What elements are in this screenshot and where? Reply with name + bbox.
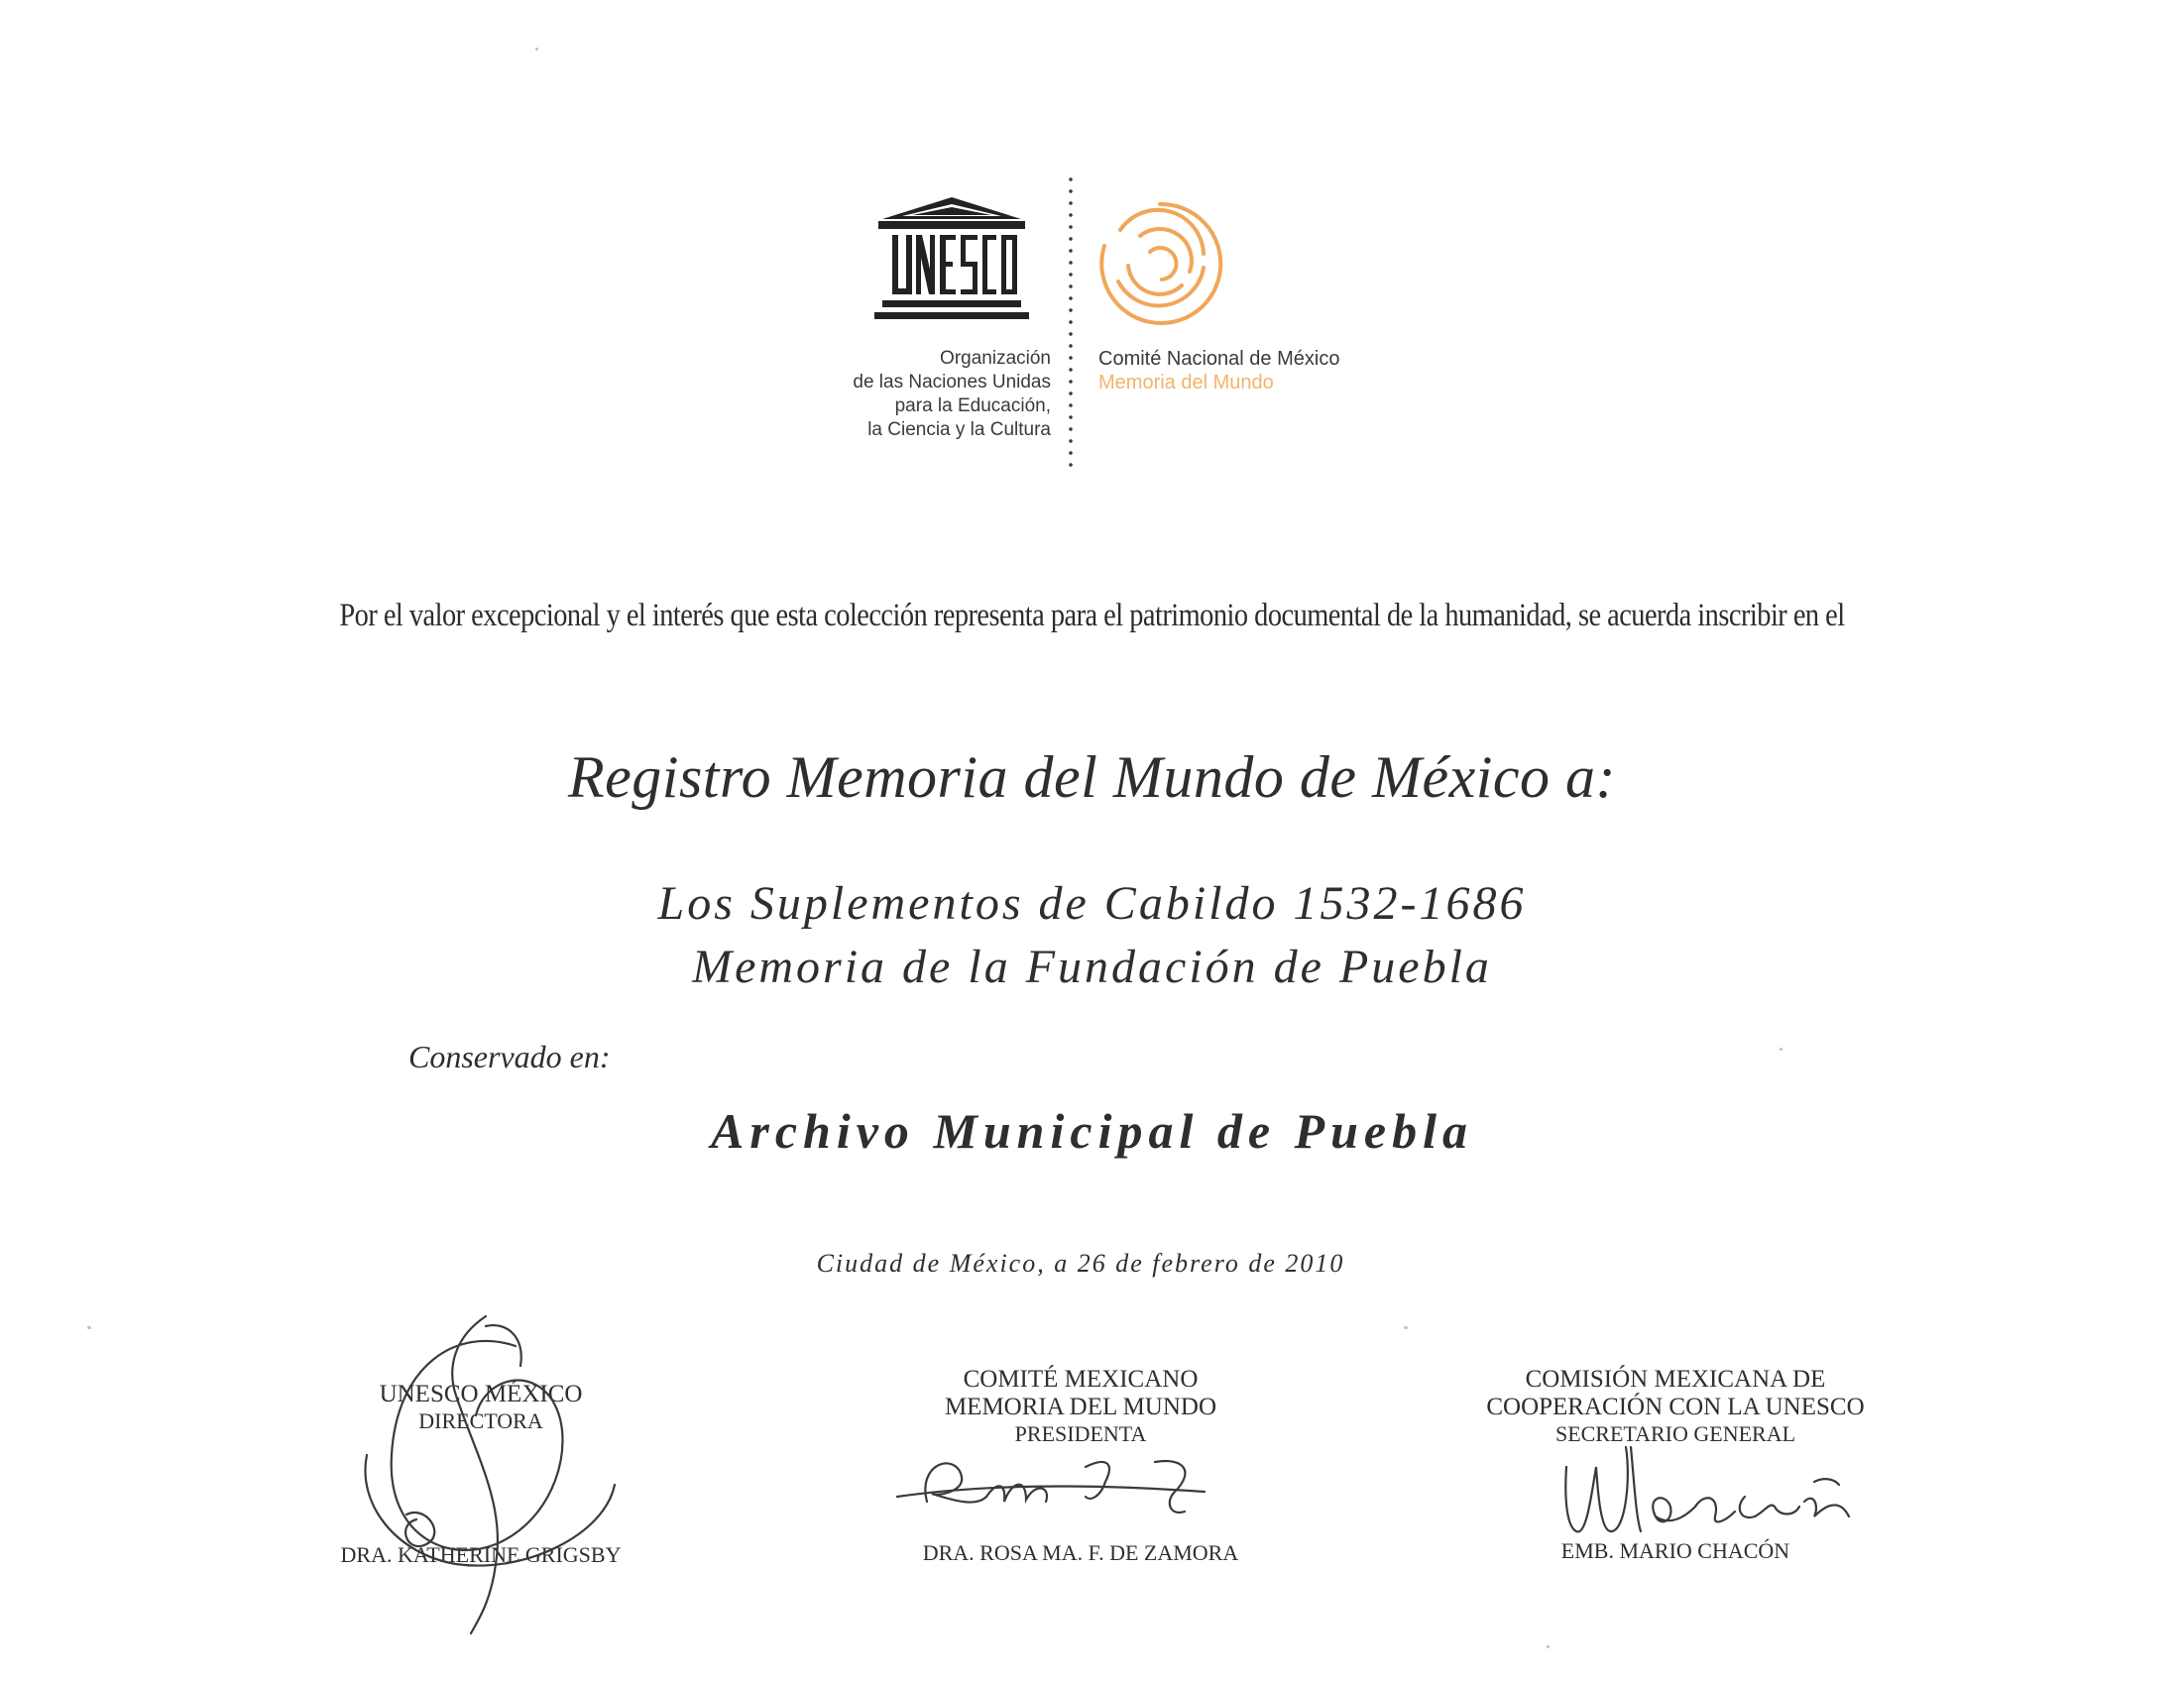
handwritten-signature-2 bbox=[887, 1442, 1224, 1531]
signature-org-line: COMISIÓN MEXICANA DE bbox=[1525, 1366, 1826, 1393]
unesco-logo bbox=[872, 193, 1031, 332]
unesco-temple-icon bbox=[872, 193, 1031, 332]
signature-org-line: COMITÉ MEXICANO bbox=[963, 1366, 1199, 1393]
date-line: Ciudad de México, a 26 de febrero de 2010 bbox=[816, 1249, 1345, 1278]
spiral-icon bbox=[1091, 196, 1229, 330]
collection-title-line: Memoria de la Fundación de Puebla bbox=[692, 941, 1492, 993]
signatory-name: DRA. ROSA MA. F. DE ZAMORA bbox=[922, 1540, 1239, 1565]
signature-org-line: UNESCO MÉXICO bbox=[379, 1381, 583, 1407]
scan-speck bbox=[87, 1326, 91, 1329]
signature-role: PRESIDENTA bbox=[1014, 1421, 1147, 1446]
handwritten-signature-1 bbox=[337, 1306, 634, 1643]
intro-paragraph: Por el valor excepcional y el interés que esta colección representa para el patrimonio documental de la humanidad, se acuerda inscribir en el bbox=[339, 598, 1845, 633]
archive-name: Archivo Municipal de Puebla bbox=[711, 1103, 1473, 1159]
conserved-label: Conservado en: bbox=[408, 1039, 611, 1074]
committee-name: Comité Nacional de México bbox=[1098, 348, 1340, 370]
unesco-caption-line: de las Naciones Unidas bbox=[853, 372, 1051, 393]
signature-block-commission bbox=[1428, 1366, 1923, 1563]
signature-block-unesco-mexico bbox=[317, 1381, 644, 1567]
signature-role: DIRECTORA bbox=[418, 1408, 543, 1433]
scan-speck bbox=[1780, 1048, 1782, 1051]
logo-divider bbox=[1069, 173, 1073, 471]
unesco-caption-line: la Ciencia y la Cultura bbox=[867, 419, 1051, 440]
signatory-name: EMB. MARIO CHACÓN bbox=[1560, 1538, 1790, 1563]
collection-title bbox=[0, 872, 2184, 999]
scan-speck bbox=[1547, 1645, 1550, 1648]
signatory-name: DRA. KATHERINE GRIGSBY bbox=[340, 1542, 622, 1567]
collection-title-line: Los Suplementos de Cabildo 1532-1686 bbox=[657, 877, 1527, 930]
unesco-caption-line: Organización bbox=[940, 348, 1051, 369]
signature-block-committee bbox=[872, 1366, 1289, 1565]
signature-role: SECRETARIO GENERAL bbox=[1554, 1421, 1796, 1446]
committee-caption bbox=[1098, 347, 1455, 394]
unesco-caption-line: para la Educación, bbox=[894, 395, 1051, 416]
scan-speck bbox=[535, 48, 538, 51]
handwritten-signature-3 bbox=[1547, 1437, 1874, 1546]
signature-org-line: MEMORIA DEL MUNDO bbox=[944, 1394, 1217, 1420]
signature-org-line: COOPERACIÓN CON LA UNESCO bbox=[1486, 1394, 1865, 1420]
memory-of-world-logo bbox=[1091, 196, 1229, 330]
register-title: Registro Memoria del Mundo de México a: bbox=[568, 744, 1616, 810]
committee-program: Memoria del Mundo bbox=[1098, 372, 1274, 393]
scan-speck bbox=[1404, 1326, 1408, 1329]
unesco-caption bbox=[783, 347, 1051, 442]
